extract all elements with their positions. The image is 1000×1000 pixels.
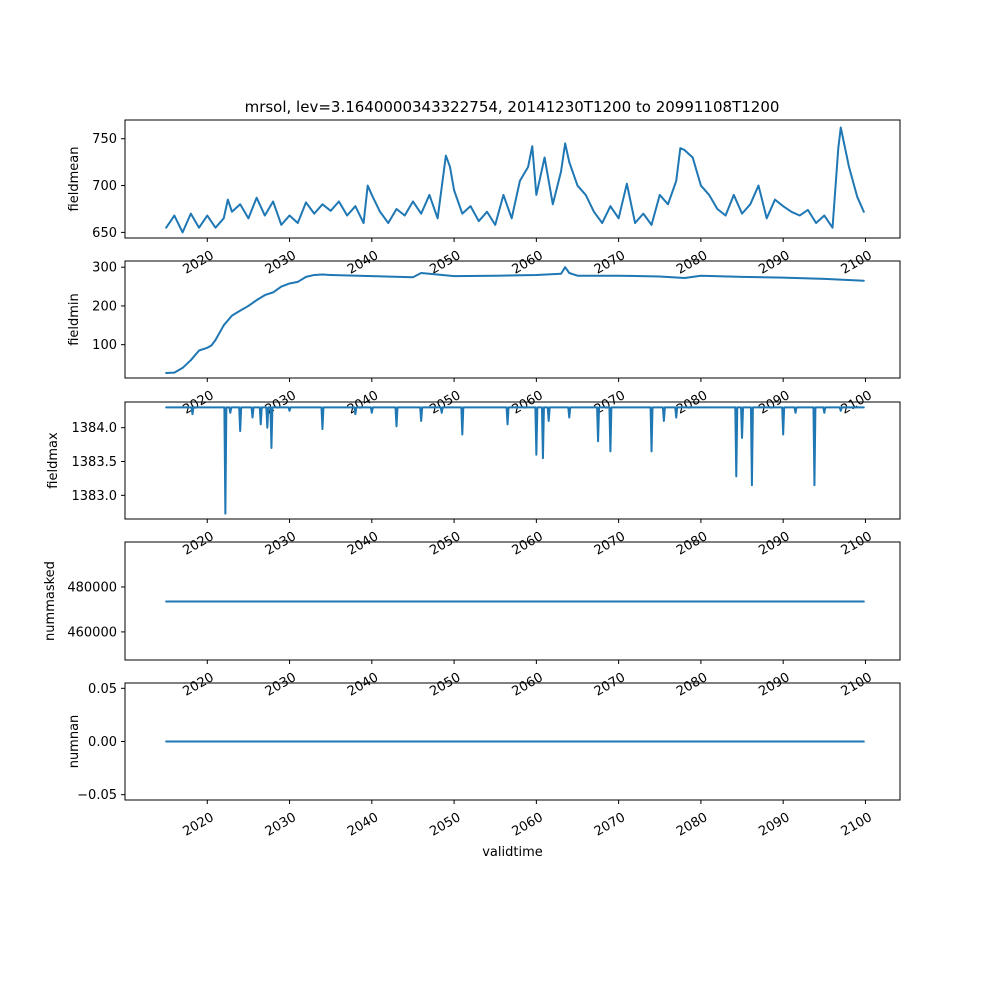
- subplots: [43, 120, 900, 860]
- y-tick-label: 750: [92, 132, 117, 148]
- y-tick-label: 480000: [67, 580, 117, 596]
- y-tick-label: 100: [92, 338, 117, 354]
- x-tick-label: 2090: [756, 388, 793, 418]
- y-tick-label: 0.05: [88, 681, 117, 697]
- subplot-fieldmax: [46, 402, 900, 559]
- x-tick-label: 2100: [838, 810, 875, 840]
- y-tick-label: 300: [92, 260, 117, 276]
- chart-title: mrsol, lev=3.1640000343322754, 20141230T1200 to 20991108T1200: [244, 98, 780, 116]
- x-tick-label: 2100: [838, 388, 875, 418]
- x-tick-label: 2030: [262, 670, 299, 700]
- x-tick-label: 2090: [756, 670, 793, 700]
- series-line-fieldmin: [166, 267, 864, 373]
- y-tick-label: 1383.0: [71, 488, 117, 504]
- x-tick-label: 2040: [345, 248, 382, 278]
- y-tick-label: 650: [92, 225, 117, 241]
- x-tick-label: 2060: [509, 670, 546, 700]
- x-tick-label: 2070: [591, 388, 629, 418]
- x-tick-label: 2020: [180, 388, 217, 418]
- y-axis-label: fieldmin: [67, 293, 82, 346]
- y-axis-label: nummasked: [43, 561, 58, 641]
- y-tick-label: 700: [92, 179, 117, 195]
- x-tick-label: 2080: [674, 810, 711, 840]
- x-tick-label: 2100: [838, 529, 875, 559]
- axes-frame: [125, 120, 900, 238]
- subplot-fieldmin: [67, 261, 900, 418]
- x-tick-label: 2090: [756, 529, 793, 559]
- x-tick-label: 2040: [345, 388, 382, 418]
- x-tick-label: 2070: [591, 670, 629, 700]
- x-tick-label: 2070: [591, 810, 629, 840]
- x-tick-label: 2060: [509, 248, 546, 278]
- x-tick-label: 2030: [262, 810, 299, 840]
- x-tick-label: 2050: [427, 810, 464, 840]
- subplot-numnan: [67, 682, 900, 860]
- x-tick-label: 2090: [756, 248, 793, 278]
- x-tick-label: 2050: [427, 388, 464, 418]
- y-axis-label: fieldmax: [46, 432, 61, 489]
- y-tick-label: 0.00: [88, 735, 117, 750]
- x-tick-label: 2060: [509, 529, 546, 559]
- x-tick-label: 2040: [345, 529, 382, 559]
- x-tick-label: 2080: [674, 388, 711, 418]
- x-tick-label: 2100: [838, 670, 875, 700]
- x-tick-label: 2050: [427, 529, 464, 559]
- x-tick-label: 2080: [674, 529, 711, 559]
- series-line-fieldmean: [166, 127, 864, 232]
- x-tick-label: 2100: [838, 248, 875, 278]
- x-tick-label: 2060: [509, 388, 546, 418]
- x-tick-label: 2030: [262, 529, 299, 559]
- x-axis-label: validtime: [482, 845, 543, 860]
- x-tick-label: 2020: [180, 248, 217, 278]
- x-tick-label: 2030: [262, 248, 299, 278]
- series-line-fieldmax: [166, 407, 864, 513]
- x-tick-label: 2020: [180, 810, 217, 840]
- x-tick-label: 2080: [674, 670, 711, 700]
- x-tick-label: 2090: [756, 810, 793, 840]
- y-tick-label: 200: [92, 299, 117, 315]
- x-tick-label: 2060: [509, 810, 546, 840]
- subplot-fieldmean: [67, 120, 900, 278]
- x-tick-label: 2070: [591, 248, 629, 278]
- x-tick-label: 2040: [345, 810, 382, 840]
- x-tick-label: 2030: [262, 388, 299, 418]
- x-tick-label: 2070: [591, 529, 629, 559]
- subplot-nummasked: [43, 542, 900, 700]
- y-tick-label: −0.05: [77, 788, 117, 804]
- y-axis-label: numnan: [67, 714, 82, 769]
- y-tick-label: 1383.5: [71, 455, 117, 471]
- x-tick-label: 2020: [180, 529, 217, 559]
- x-tick-label: 2040: [345, 670, 382, 700]
- y-axis-label: fieldmean: [67, 146, 82, 212]
- y-tick-label: 1384.0: [71, 421, 117, 437]
- x-tick-label: 2050: [427, 670, 464, 700]
- x-tick-label: 2050: [427, 248, 464, 278]
- y-tick-label: 460000: [67, 625, 117, 641]
- x-tick-label: 2020: [180, 670, 217, 700]
- x-tick-label: 2080: [674, 248, 711, 278]
